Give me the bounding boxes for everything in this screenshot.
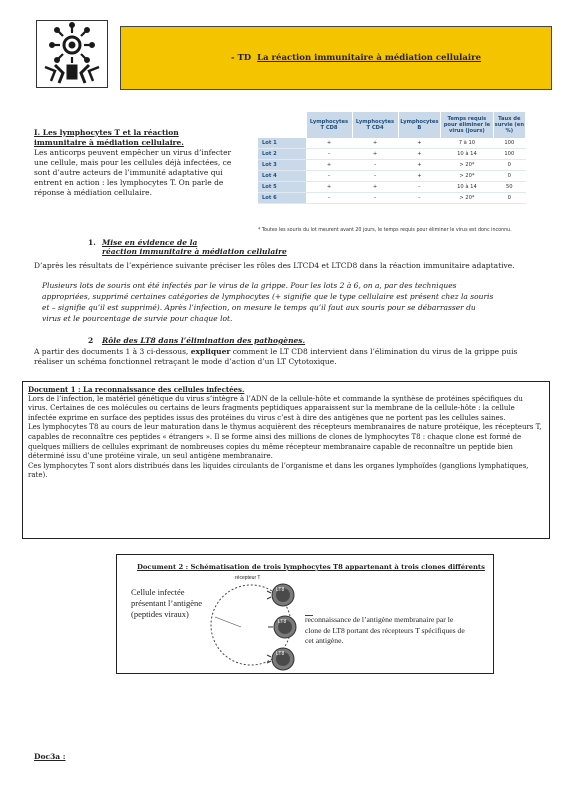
section-1-heading-line1: I. Les lymphocytes T et la réaction [34,128,179,137]
table-cell: 10 à 14 [441,149,493,160]
lt8-label-1: LT8 [276,587,285,593]
table-cell: + [306,160,352,171]
part-2-title-text: Rôle des LT8 dans l’élimination des pathogènes. [102,336,306,345]
document-3a-label: Doc3a : [34,752,66,761]
section-1-heading-line2: immunitaire à médiation cellulaire. [34,138,184,147]
table-cell: Lot 3 [258,160,306,171]
table-cell: + [398,171,441,182]
document-2 [116,554,494,674]
table-cell: – [306,171,352,182]
table-cell: + [352,182,398,193]
document-1-paragraph-1: Lors de l’infection, le matériel génétique du virus s’intègre à l’ADN de la cellule-hôte et commande la synthèse de protéines spécifiques du virus. Certaines de ces molécules ou certains de leurs fragments peptidiques apparaissent sur la membrane de la cellule-hôte : la cellule infectée exprime en surface des peptides issus des protéines du virus c’est à dire des antigènes que ne portent pas les cellules saines. [28,394,523,422]
part-2-instruction-bold: expliquer [190,347,231,356]
table-cell: Lot 5 [258,182,306,193]
page-title-banner [120,26,552,90]
table-row [258,160,526,171]
infected-cell-label-line3: (peptides viraux) [131,609,189,619]
table-cell: + [398,149,441,160]
part-2-instruction-after: comment le LT CD8 intervient dans l’élimination du virus de la grippe puis réaliser un schéma fonctionnel retraçant le mode d’action d’un LT Cytotoxique. [34,347,518,366]
table-cell: 10 à 14 [441,182,493,193]
page-title [231,53,481,63]
table-cell: > 20* [441,160,493,171]
part-1-title-line1: Mise en évidence de la [102,238,198,247]
part-2-instruction-before: A partir des documents 1 à 3 ci-dessous, [34,347,189,356]
recognition-description [305,615,465,647]
table-cell: > 20* [441,171,493,182]
table-cell: + [306,182,352,193]
part-2-title [88,336,305,345]
table-header-row [258,112,526,138]
recognition-description-line2: clone de LT8 portant des récepteurs T spécifiques de [305,625,465,635]
table-cell: – [352,193,398,204]
table-cell: 0 [493,160,525,171]
table-cell: 100 [493,149,525,160]
section-1-paragraph: Les anticorps peuvent empêcher un virus d’infecter une cellule, mais pour les cellules déjà infectées, ce sont d’autre acteurs de l’immunité adaptative qui entrent en action : les lymphocytes T. On parle de réponse à médiation cellulaire. [34,148,232,197]
title-prefix: - TD [231,53,252,63]
lt8-label-2: LT8 [278,619,287,625]
table-cell: – [398,182,441,193]
table-row [258,149,526,160]
table-cell: + [352,138,398,149]
document-1-paragraph-3: Ces lymphocytes T sont alors distribués dans les liquides circulants de l’organisme et dans les organes lymphoïdes (ganglions lymphatiques, rate). [28,461,529,480]
logo [36,20,108,88]
table-row [258,193,526,204]
table-cell: – [306,149,352,160]
document-2-heading: Document 2 : Schématisation de trois lymphocytes T8 appartenant à trois clones différents [137,563,485,571]
part-2-instruction [34,347,534,367]
recognition-description-line1: reconnaissance de l’antigène membranaire par le [305,615,454,624]
immune-logo-icon [37,21,107,87]
table-header-cell: Lymphocytes T CD4 [352,112,398,138]
table-cell: 50 [493,182,525,193]
table-cell: – [398,193,441,204]
table-cell: + [398,138,441,149]
table-header-cell: Temps requis pour éliminer le virus (jours) [441,112,493,138]
table-cell: Lot 4 [258,171,306,182]
title-main: La réaction immunitaire à médiation cellulaire [257,53,481,63]
table-cell: Lot 6 [258,193,306,204]
document-1-paragraph-2: Les lymphocytes T8 au cours de leur maturation dans le thymus acquièrent des récepteurs membranaires de nature protéique, les récepteurs T, capables de reconnaître ces peptides « étrangers ». Il se forme ainsi des millions de clones de lymphocytes T8 : chaque clone est formé de quelques milliers de cellules exprimant de nombreuses copies du même récepteur membranaire capable de reconnaître un peptide bien déterminé issu d’une protéine virale, un seul antigène membranaire. [28,423,542,461]
part-1-number: 1. [88,238,96,247]
table-header-cell: Lymphocytes B [398,112,441,138]
table-cell: 7 à 10 [441,138,493,149]
infected-cell-label-line1: Cellule infectée [131,587,185,597]
recognition-description-line3: cet antigène. [305,636,344,645]
receptor-label: récepteur T [235,575,261,581]
table-header-cell: Taux de survie (en %) [493,112,525,138]
infected-cell-label-line2: présentant l’antigène [131,598,203,608]
lt8-label-3: LT8 [276,651,285,657]
part-1-title-line2: réaction immunitaire à médiation cellulaire [102,247,287,256]
section-1 [34,128,234,198]
results-table [258,112,526,204]
table-cell: + [306,138,352,149]
table-cell: 0 [493,193,525,204]
document-1 [22,381,550,539]
table-cell: + [398,160,441,171]
part-1-instruction: D’après les résultats de l’expérience suivante préciser les rôles des LTCD4 et LTCD8 dans la réaction immunitaire adaptative. [34,261,515,270]
part-2-number: 2 [88,336,94,345]
table-cell: – [306,193,352,204]
infected-cell-label [131,587,202,620]
table-footnote: * Toutes les souris du lot meurent avant 20 jours, le temps requis pour éliminer le virus est donc inconnu. [258,228,512,233]
table-cell: Lot 2 [258,149,306,160]
table-cell: + [352,149,398,160]
table-cell: Lot 1 [258,138,306,149]
part-1-experiment: Plusieurs lots de souris ont été infectés par le virus de la grippe. Pour les lots 2 à 6, on a, par des techniques appropriées, supprimé certaines catégories de lymphocytes (+ signifie que le type cellulaire est présent chez la souris et – signifie qu’il est supprimé). Après l’infection, on mesure le temps qu’il faut aux souris pour se débarrasser du virus et le pourcentage de survie pour chaque lot. [42,281,494,323]
document-1-heading: Document 1 : La reconnaissance des cellules infectées. [28,385,245,394]
part-1-title [88,238,287,256]
table-cell: 0 [493,171,525,182]
table-header-cell: Lymphocytes T CD8 [306,112,352,138]
table-row [258,182,526,193]
lymphocyte-diagram [205,579,305,671]
table-row [258,138,526,149]
table-row [258,171,526,182]
table-cell: 100 [493,138,525,149]
table-header-cell [258,112,306,138]
table-cell: > 20* [441,193,493,204]
table-cell: – [352,171,398,182]
table-cell: – [352,160,398,171]
